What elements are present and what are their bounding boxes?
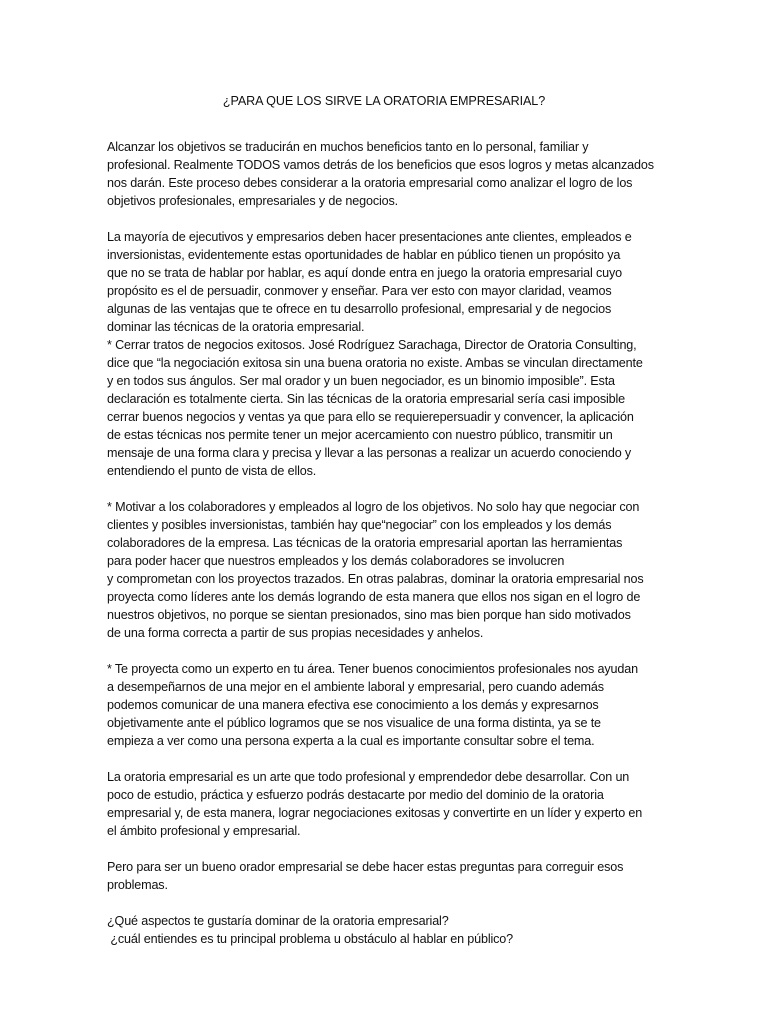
text-line: declaración es totalmente cierta. Sin las técnicas de la oratoria empresarial sería casi imposible: [107, 392, 625, 406]
text-line: ¿Qué aspectos te gustaría dominar de la oratoria empresarial?: [107, 914, 449, 928]
text-line: empieza a ver como una persona experta a la cual es importante consultar sobre el tema.: [107, 734, 595, 748]
text-line: * Motivar a los colaboradores y empleados al logro de los objetivos. No solo hay que negociar con: [107, 500, 640, 514]
text-line: propósito es el de persuadir, conmover y enseñar. Para ver esto con mayor claridad, veamos: [107, 284, 612, 298]
text-line: La mayoría de ejecutivos y empresarios deben hacer presentaciones ante clientes, empleados e: [107, 230, 632, 244]
paragraph-expert: [107, 660, 665, 750]
text-line: Alcanzar los objetivos se traducirán en muchos beneficios tanto en lo personal, familiar y: [107, 140, 589, 154]
text-line: clientes y posibles inversionistas, también hay que“negociar” con los empleados y los demás: [107, 518, 612, 532]
text-line: objetivos profesionales, empresariales y de negocios.: [107, 194, 398, 208]
text-line: Pero para ser un bueno orador empresarial se debe hacer estas preguntas para correguir esos: [107, 860, 624, 874]
text-line: dice que “la negociación exitosa sin una buena oratoria no existe. Ambas se vinculan directamente: [107, 356, 643, 370]
text-line: empresarial y, de esta manera, lograr negociaciones exitosas y convertirte en un líder y experto en: [107, 806, 643, 820]
text-line: para poder hacer que nuestros empleados y los demás colaboradores se involucren: [107, 554, 565, 568]
text-line: profesional. Realmente TODOS vamos detrás de los beneficios que esos logros y metas alcanzados: [107, 158, 654, 172]
paragraph-art: [107, 768, 665, 840]
text-line: objetivamente ante el público logramos que se nos visualice de una forma distinta, ya se te: [107, 716, 601, 730]
paragraph-gap: [107, 894, 665, 912]
document-body: [107, 138, 665, 948]
paragraph-questions: [107, 912, 665, 948]
text-line: proyecta como líderes ante los demás logrando de esta manera que ellos nos sigan en el logro de: [107, 590, 641, 604]
text-line: problemas.: [107, 878, 168, 892]
paragraph-intro: [107, 138, 665, 210]
text-line: de estas técnicas nos permite tener un mejor acercamiento con nuestro público, transmitir un: [107, 428, 613, 442]
paragraph-gap: [107, 840, 665, 858]
paragraph-questions-intro: [107, 858, 665, 894]
text-line: poco de estudio, práctica y esfuerzo podrás destacarte por medio del dominio de la oratoria: [107, 788, 604, 802]
text-line: mensaje de una forma clara y precisa y llevar a las personas a realizar un acuerdo conociendo y: [107, 446, 632, 460]
text-line: inversionistas, evidentemente estas oportunidades de hablar en público tienen un propósito ya: [107, 248, 621, 262]
text-line: el ámbito profesional y empresarial.: [107, 824, 301, 838]
paragraph-gap: [107, 750, 665, 768]
document-title: ¿PARA QUE LOS SIRVE LA ORATORIA EMPRESARIAL?: [222, 94, 546, 108]
text-line: colaboradores de la empresa. Las técnicas de la oratoria empresarial aportan las herramientas: [107, 536, 623, 550]
text-line: cerrar buenos negocios y ventas ya que para ello se requierepersuadir y convencer, la aplicación: [107, 410, 634, 424]
text-line: que no se trata de hablar por hablar, es aquí donde entra en juego la oratoria empresarial cuyo: [107, 266, 623, 280]
text-line: La oratoria empresarial es un arte que todo profesional y emprendedor debe desarrollar. Con un: [107, 770, 630, 784]
text-line: podemos comunicar de una manera efectiva ese conocimiento a los demás y expresarnos: [107, 698, 599, 712]
text-line: nos darán. Este proceso debes considerar a la oratoria empresarial como analizar el logro de los: [107, 176, 633, 190]
text-line: algunas de las ventajas que te ofrece en tu desarrollo profesional, empresarial y de negocios: [107, 302, 612, 316]
text-line: * Te proyecta como un experto en tu área. Tener buenos conocimientos profesionales nos ayudan: [107, 662, 638, 676]
paragraph-motivate: [107, 498, 665, 642]
text-line: a desempeñarnos de una mejor en el ambiente laboral y empresarial, pero cuando además: [107, 680, 604, 694]
text-line: dominar las técnicas de la oratoria empresarial.: [107, 320, 365, 334]
text-line: nuestros objetivos, no porque se sientan presionados, sino mas bien porque han sido motivados: [107, 608, 631, 622]
text-line: ¿cuál entiendes es tu principal problema u obstáculo al hablar en público?: [107, 932, 514, 946]
paragraph-gap: [107, 210, 665, 228]
paragraph-gap: [107, 642, 665, 660]
text-line: y en todos sus ángulos. Ser mal orador y un buen negociador, es un binomio imposible”. Esta: [107, 374, 615, 388]
text-line: y comprometan con los proyectos trazados. En otras palabras, dominar la oratoria empresarial nos: [107, 572, 644, 586]
text-line: * Cerrar tratos de negocios exitosos. José Rodríguez Sarachaga, Director de Oratoria Consulting,: [107, 338, 637, 352]
text-line: de una forma correcta a partir de sus propias necesidades y anhelos.: [107, 626, 484, 640]
text-line: entendiendo el punto de vista de ellos.: [107, 464, 317, 478]
paragraph-executives: [107, 228, 665, 480]
paragraph-gap: [107, 480, 665, 498]
